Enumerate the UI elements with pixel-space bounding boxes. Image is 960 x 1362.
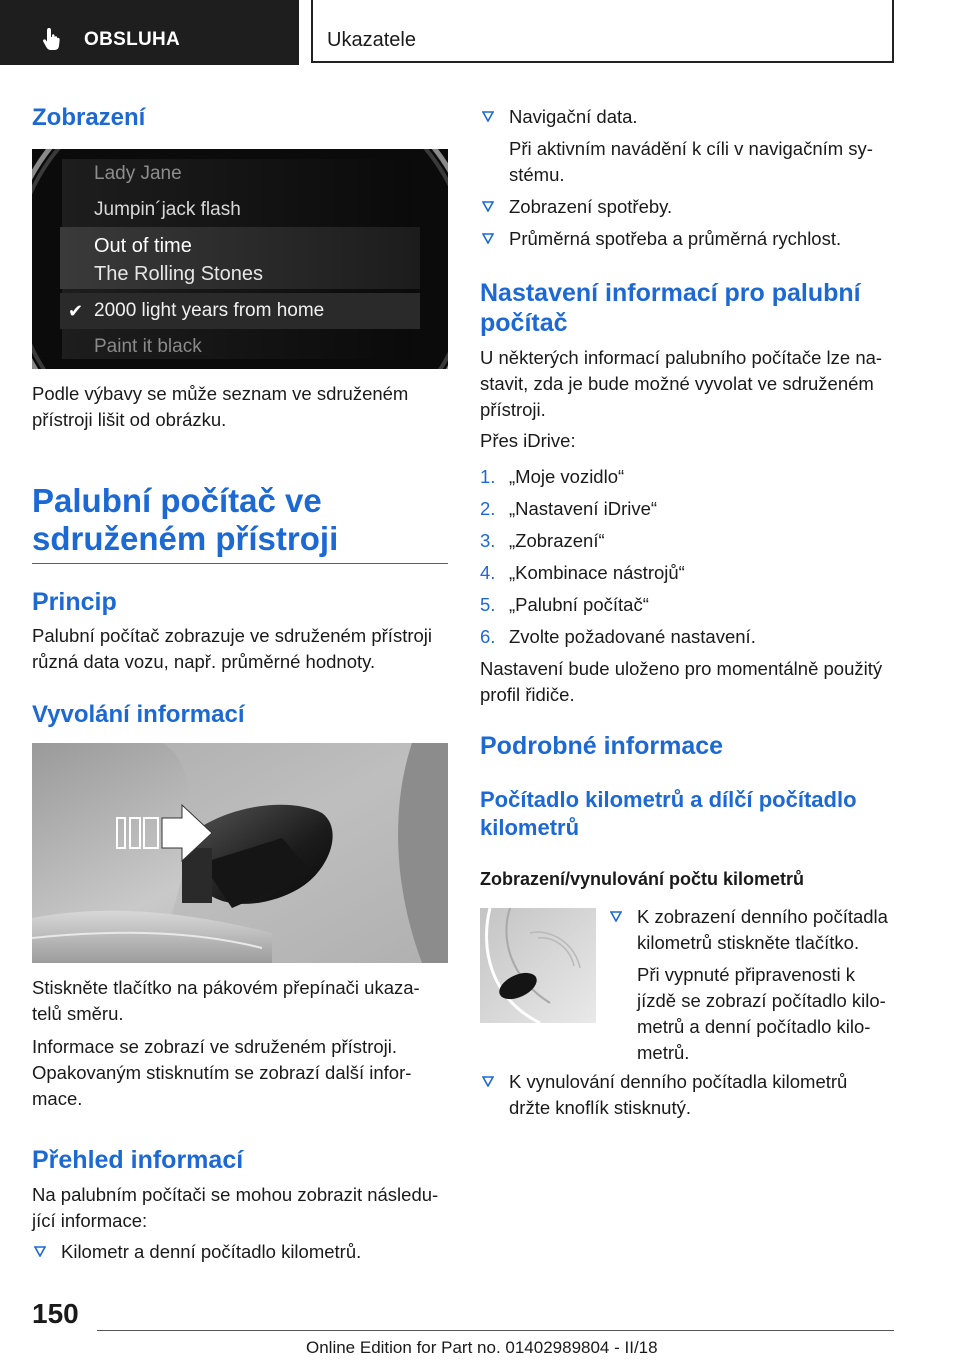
trip-reset-button-photo <box>480 908 596 1023</box>
heading-nastaveni-2: počítač <box>480 309 568 337</box>
text-ulozeni-1: Nastavení bude uloženo pro momentálně použitý <box>480 658 883 679</box>
chapter-heading-line2: sdruženém přístroji <box>32 520 339 557</box>
chapter-heading-line1: Palubní počítač ve <box>32 482 322 519</box>
radio-list-photo <box>32 149 448 369</box>
radio-item-6: Paint it black <box>94 336 202 357</box>
step-number: 6. <box>480 626 496 647</box>
text-prehled-2: jící informace: <box>32 1210 148 1231</box>
list-item <box>480 194 896 220</box>
text-nav-1: Při aktivním navádění k cíli v navigačním sy‐ <box>509 138 873 159</box>
text-vyvolani-3: Informace se zobrazí ve sdruženém přístroji. <box>32 1036 398 1057</box>
list-item <box>32 1239 448 1265</box>
list-item-text: Kilometr a denní počítadlo kilometrů. <box>61 1241 362 1262</box>
heading-pocitadlo-1: Počítadlo kilometrů a dílčí počítadlo <box>480 787 857 812</box>
step-text: Zvolte požadované nastavení. <box>509 626 756 647</box>
step-number: 4. <box>480 562 496 583</box>
list-item-text: Zobrazení spotřeby. <box>509 196 673 217</box>
heading-pocitadlo-2: kilometrů <box>480 815 580 840</box>
triangle-bullet-icon <box>482 111 492 121</box>
list-item-text: Průměrná spotřeba a průměrná rychlost. <box>509 228 842 249</box>
step-text: „Zobrazení“ <box>509 530 605 551</box>
triangle-bullet-icon <box>610 911 620 921</box>
text-nastaveni-2: stavit, zda je bude možné vyvolat ve sdruženém <box>480 373 874 394</box>
text-nastaveni-1: U některých informací palubního počítače lze na‐ <box>480 347 883 368</box>
page-number: 150 <box>32 1298 79 1329</box>
triangle-bullet-icon <box>482 233 492 243</box>
text-vyvolani-4: Opakovaným stisknutím se zobrazí další infor‐ <box>32 1062 412 1083</box>
step-text: „Moje vozidlo“ <box>509 466 625 487</box>
heading-zobrazeni: Zobrazení <box>32 104 146 131</box>
heading-vyvolani: Vyvolání informací <box>32 701 245 728</box>
text-princip-1: Palubní počítač zobrazuje ve sdruženém přístroji <box>32 625 433 646</box>
radio-item-5: 2000 light years from home <box>94 300 325 321</box>
hand-pointer-icon <box>40 26 66 52</box>
turn-signal-lever-illustration <box>32 743 448 963</box>
radio-item-3: Out of time <box>94 235 192 257</box>
list-item <box>608 904 898 956</box>
radio-item-4: The Rolling Stones <box>94 263 263 285</box>
heading-zobrazeni-vynulovani: Zobrazení/vynulování počtu kilometrů <box>480 869 805 889</box>
header-chapter-box <box>311 0 894 63</box>
step-text: „Palubní počítač“ <box>509 594 649 615</box>
list-item-text: kilometrů stiskněte tlačítko. <box>637 932 860 953</box>
check-icon: ✔ <box>68 301 84 321</box>
trip-reset-button-illustration <box>480 908 596 1023</box>
heading-prehled: Přehled informací <box>32 1146 244 1174</box>
step-number: 3. <box>480 530 496 551</box>
chapter-rule <box>32 563 448 564</box>
text-nav-2: stému. <box>509 164 565 185</box>
list-item <box>480 104 896 130</box>
text-den-sub-3: metrů a denní počítadlo kilo‐ <box>637 1016 871 1037</box>
heading-princip: Princip <box>32 588 117 616</box>
text-zobrazeni-1: Podle výbavy se může seznam ve sdruženém <box>32 383 409 404</box>
header-chapter-label: Ukazatele <box>327 29 416 51</box>
step-number: 2. <box>480 498 496 519</box>
step-number: 1. <box>480 466 496 487</box>
turn-signal-lever-photo <box>32 743 448 963</box>
radio-item-2: Jumpin´jack flash <box>94 199 241 220</box>
list-item <box>480 1069 896 1121</box>
heading-nastaveni-1: Nastavení informací pro palubní <box>480 279 861 307</box>
text-zobrazeni-2: přístroji lišit od obrázku. <box>32 409 227 430</box>
list-item-text: K vynulování denního počítadla kilometrů <box>509 1071 848 1092</box>
triangle-bullet-icon <box>34 1246 44 1256</box>
heading-podrobne: Podrobné informace <box>480 732 724 760</box>
text-pres-idrive: Přes iDrive: <box>480 430 576 451</box>
text-den-sub-2: jízdě se zobrazí počítadlo kilo‐ <box>637 990 886 1011</box>
step-text: „Kombinace nástrojů“ <box>509 562 685 583</box>
radio-item-1: Lady Jane <box>94 163 182 184</box>
list-item-text: K zobrazení denního počítadla <box>637 906 888 927</box>
text-nastaveni-3: přístroji. <box>480 399 546 420</box>
text-prehled-1: Na palubním počítači se mohou zobrazit následu‐ <box>32 1184 439 1205</box>
list-item <box>480 226 896 252</box>
triangle-bullet-icon <box>482 201 492 211</box>
triangle-bullet-icon <box>482 1076 492 1086</box>
footer-edition: Online Edition for Part no. 01402989804 - II/18 <box>306 1338 658 1357</box>
list-item-text: Navigační data. <box>509 106 638 127</box>
text-vyvolani-2: telů směru. <box>32 1003 124 1024</box>
text-vyvolani-5: mace. <box>32 1088 83 1109</box>
header-section-tab <box>0 0 299 65</box>
footer-rule <box>97 1330 894 1331</box>
text-vyvolani-1: Stiskněte tlačítko na pákovém přepínači ukaza‐ <box>32 977 420 998</box>
header-section-label: OBSLUHA <box>84 29 181 50</box>
step-text: „Nastavení iDrive“ <box>509 498 658 519</box>
list-item-text: držte knoflík stisknutý. <box>509 1097 691 1118</box>
text-princip-2: různá data vozu, např. průměrné hodnoty. <box>32 651 376 672</box>
text-ulozeni-2: profil řidiče. <box>480 684 575 705</box>
step-number: 5. <box>480 594 496 615</box>
text-den-sub-1: Při vypnuté připravenosti k <box>637 964 855 985</box>
text-den-sub-4: metrů. <box>637 1042 690 1063</box>
